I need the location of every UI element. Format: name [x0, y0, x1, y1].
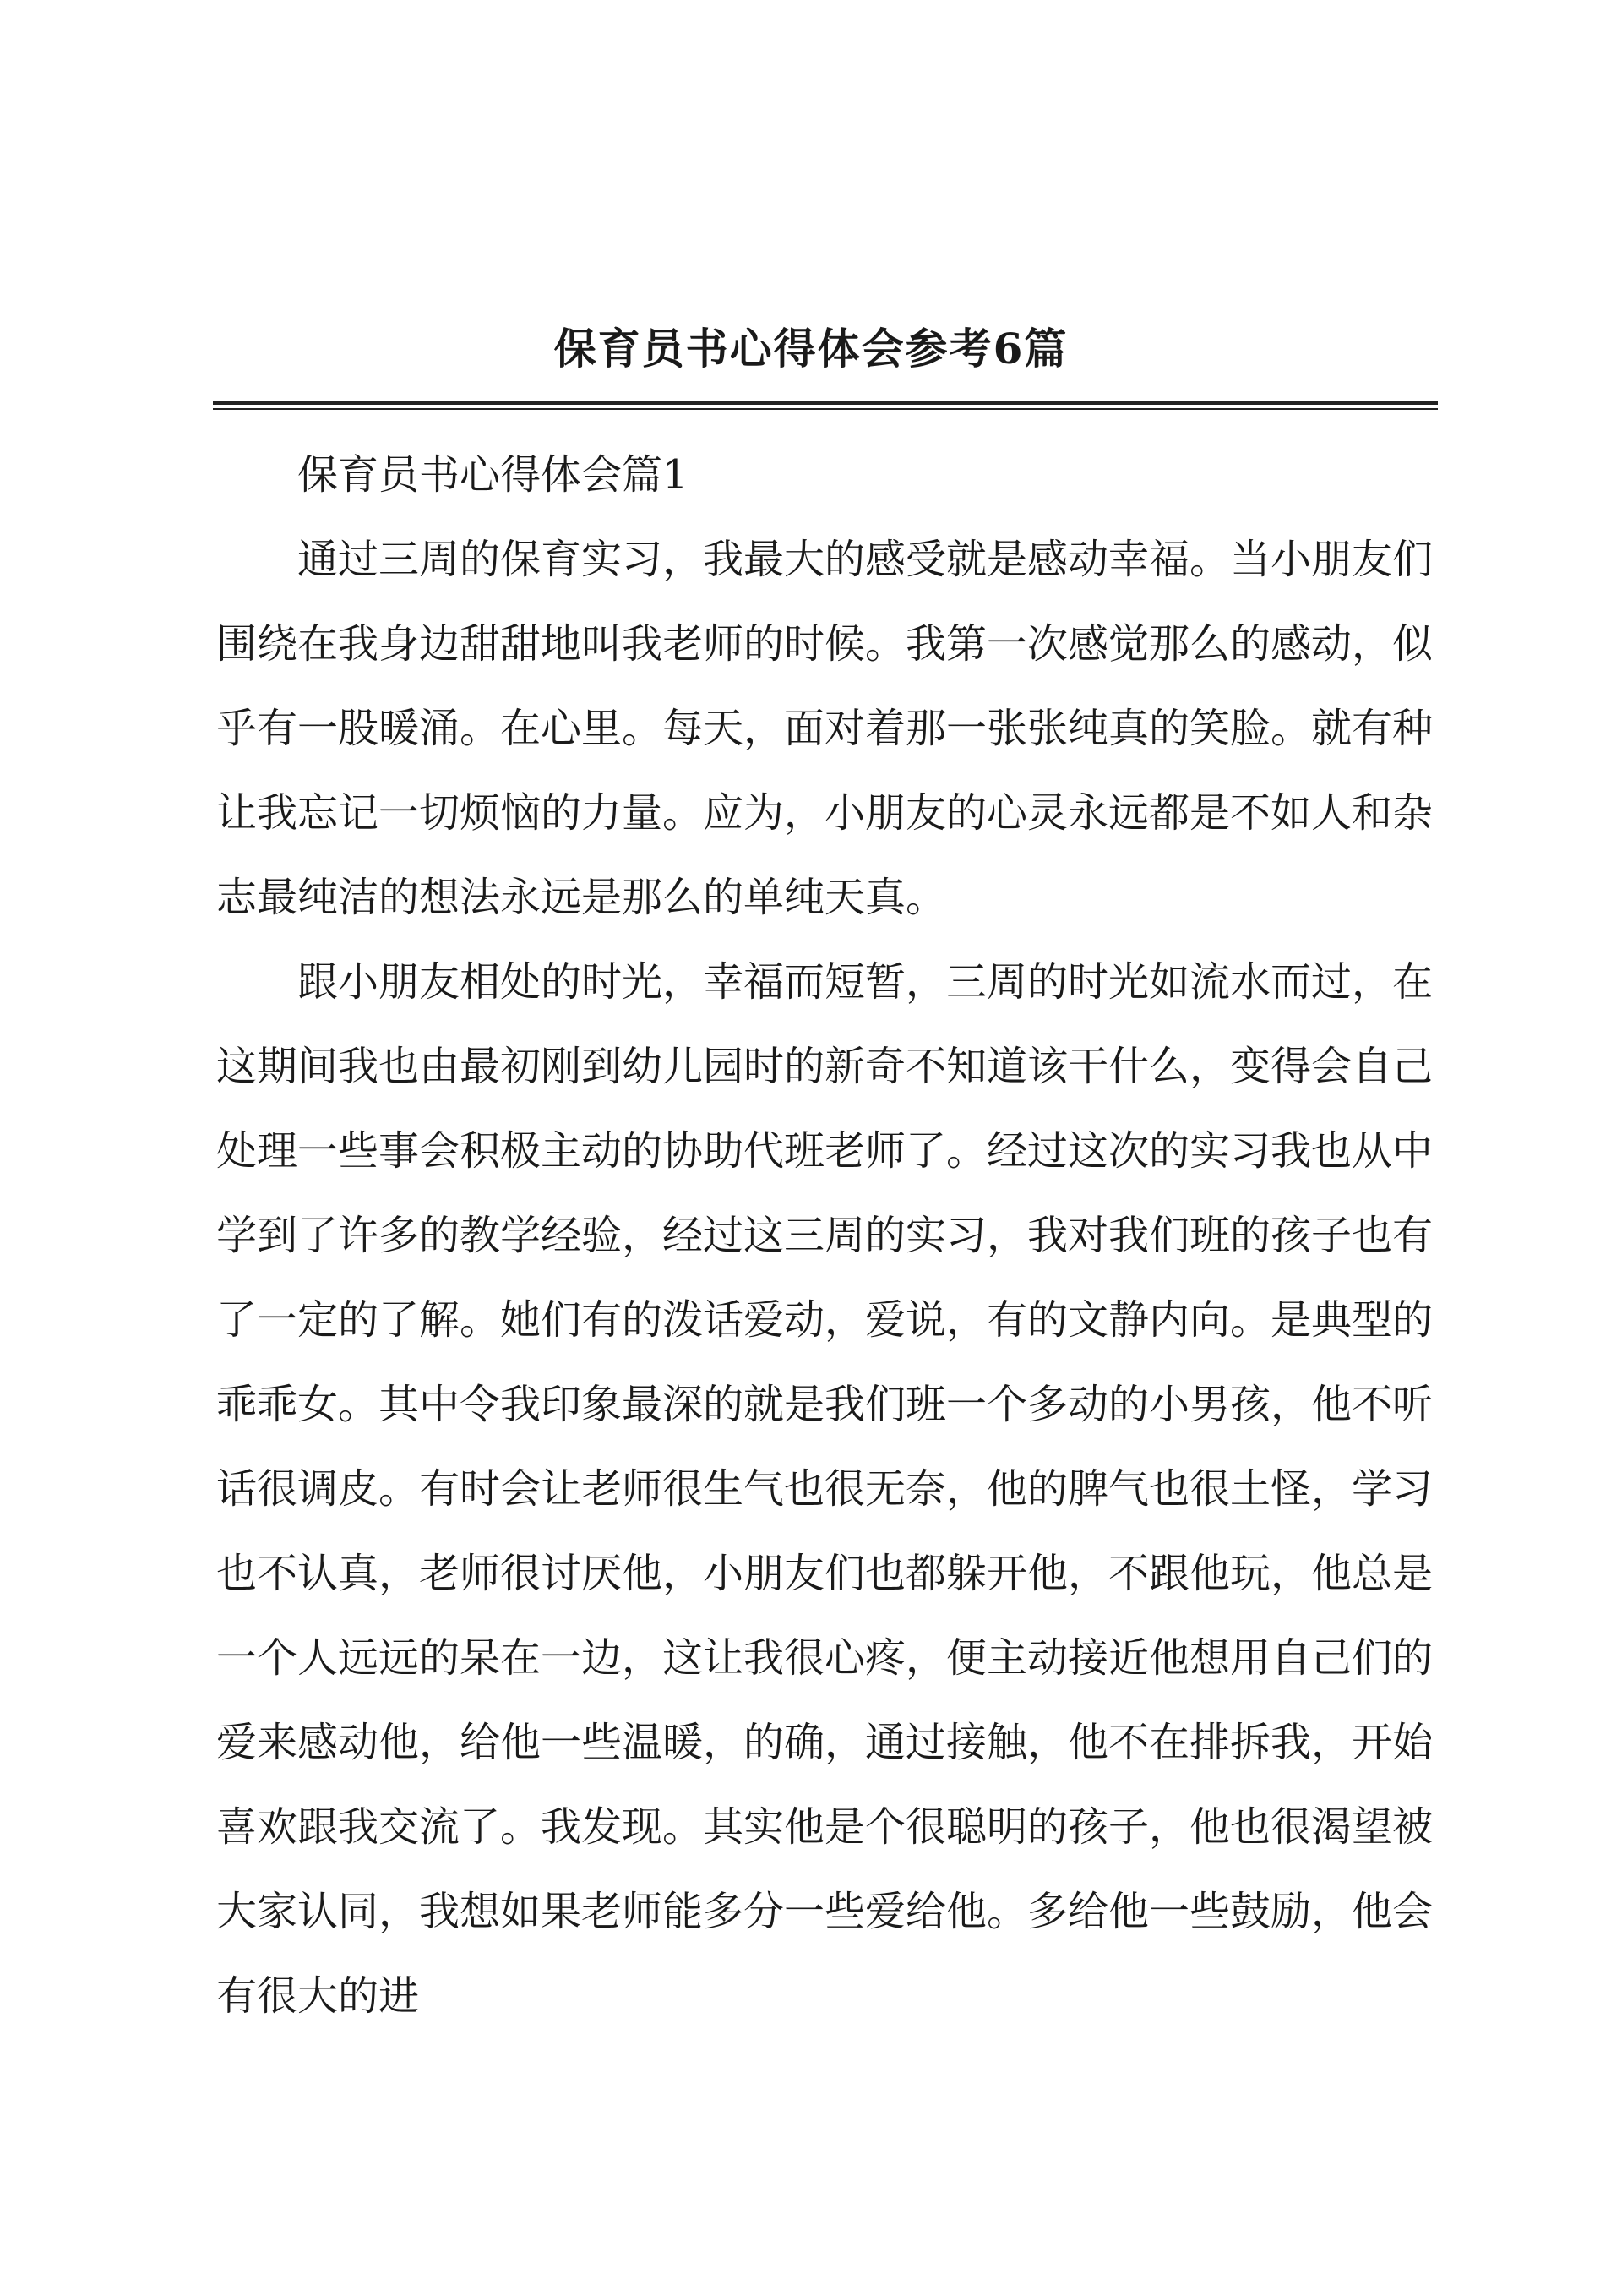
paragraph-2: 跟小朋友相处的时光，幸福而短暂，三周的时光如流水而过，在这期间我也由最初刚到幼儿园时的新奇不知道该干什么，变得会自己处理一些事会积极主动的协助代班老师了。经过这次的实习我也从中学到了许多的教学经验，经过这三周的实习，我对我们班的孩子也有了一定的了解。她们有的泼话爱动，爱说，有的文静内向。是典型的乖乖女。其中令我印象最深的就是我们班一个多动的小男孩，他不听话很调皮。有时会让老师很生气也很无奈，他的脾气也很土怪，学习也不认真，老师很讨厌他，小朋友们也都躲开他，不跟他玩，他总是一个人远远的呆在一边，这让我很心疼，便主动接近他想用自己们的爱来感动他，给他一些温暖，的确，通过接触，他不在排拆我，开始喜欢跟我交流了。我发现。其实他是个很聪明的孩子，他也很渴望被大家认同，我想如果老师能多分一些爱给他。多给他一些鼓励，他会有很大的进 [216, 958, 1434, 2020]
document-body [216, 433, 1433, 2038]
document-title: 保育员书心得体会参考6篇 [553, 324, 1069, 374]
title-divider-thin [213, 408, 1438, 410]
section-heading: 保育员书心得体会篇1 [297, 451, 689, 499]
title-divider-thick [213, 401, 1438, 405]
paragraph-1: 通过三周的保育实习，我最大的感受就是感动幸福。当小朋友们围绕在我身边甜甜地叫我老师的时候。我第一次感觉那么的感动，似乎有一股暖涌。在心里。每天，面对着那一张张纯真的笑脸。就有种让我忘记一切烦恼的力量。应为，小朋友的心灵永远都是不如人和杂志最纯洁的想法永远是那么的单纯天真。 [216, 536, 1434, 921]
